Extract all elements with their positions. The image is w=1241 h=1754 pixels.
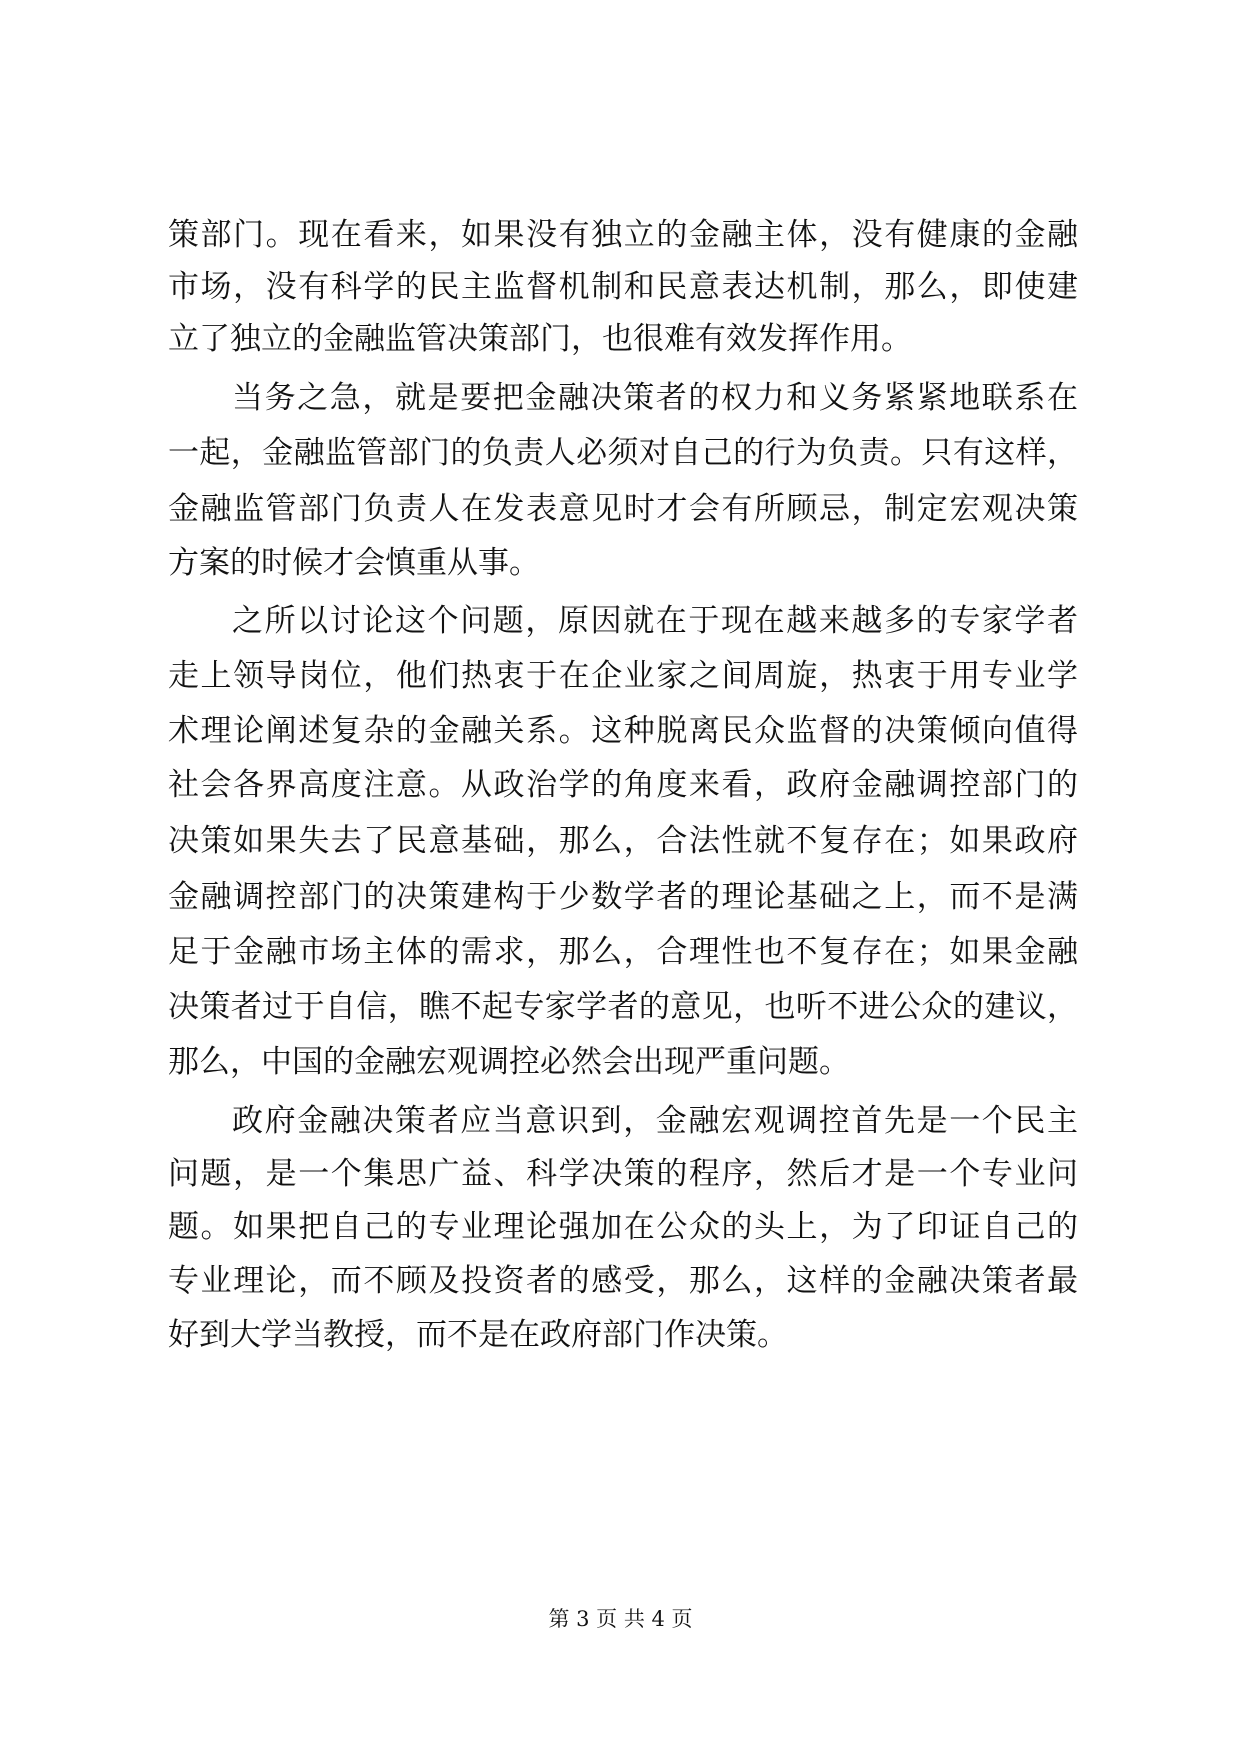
paragraph-4-line-5: 好到大学当教授，而不是在政府部门作决策。 <box>168 1317 788 1353</box>
paragraph-1-line-2: 市场，没有科学的民主监督机制和民意表达机制，那么，即使建 <box>168 269 1078 305</box>
paragraph-4-line-3: 题。如果把自己的专业理论强加在公众的头上，为了印证自己的 <box>168 1209 1078 1245</box>
paragraph-2-line-1: 当务之急，就是要把金融决策者的权力和义务紧紧地联系在 <box>232 380 1078 416</box>
paragraph-4-line-4: 专业理论，而不顾及投资者的感受，那么，这样的金融决策者最 <box>168 1263 1078 1299</box>
paragraph-3-line-6: 金融调控部门的决策建构于少数学者的理论基础之上，而不是满 <box>168 879 1078 915</box>
paragraph-4-line-2: 问题，是一个集思广益、科学决策的程序，然后才是一个专业问 <box>168 1156 1078 1192</box>
paragraph-1-line-1: 策部门。现在看来，如果没有独立的金融主体，没有健康的金融 <box>168 217 1078 253</box>
paragraph-3-line-3: 术理论阐述复杂的金融关系。这种脱离民众监督的决策倾向值得 <box>168 713 1078 749</box>
paragraph-3-line-5: 决策如果失去了民意基础，那么，合法性就不复存在；如果政府 <box>168 823 1078 859</box>
paragraph-2-line-3: 金融监管部门负责人在发表意见时才会有所顾忌，制定宏观决策 <box>168 491 1078 527</box>
page-number-footer: 第 3 页 共 4 页 <box>548 1607 693 1631</box>
paragraph-4-line-1: 政府金融决策者应当意识到，金融宏观调控首先是一个民主 <box>232 1103 1078 1139</box>
paragraph-2-line-4: 方案的时候才会慎重从事。 <box>168 545 540 581</box>
paragraph-3-line-7: 足于金融市场主体的需求，那么，合理性也不复存在；如果金融 <box>168 934 1078 970</box>
paragraph-3-line-9: 那么，中国的金融宏观调控必然会出现严重问题。 <box>168 1044 850 1080</box>
paragraph-3-line-2: 走上领导岗位，他们热衷于在企业家之间周旋，热衷于用专业学 <box>168 658 1078 694</box>
paragraph-3-line-4: 社会各界高度注意。从政治学的角度来看，政府金融调控部门的 <box>168 767 1078 803</box>
paragraph-3-line-1: 之所以讨论这个问题，原因就在于现在越来越多的专家学者 <box>232 603 1078 639</box>
paragraph-3-line-8: 决策者过于自信，瞧不起专家学者的意见，也听不进公众的建议， <box>168 989 1078 1025</box>
paragraph-1-line-3: 立了独立的金融监管决策部门，也很难有效发挥作用。 <box>168 321 912 357</box>
paragraph-2-line-2: 一起，金融监管部门的负责人必须对自己的行为负责。只有这样， <box>168 435 1078 471</box>
